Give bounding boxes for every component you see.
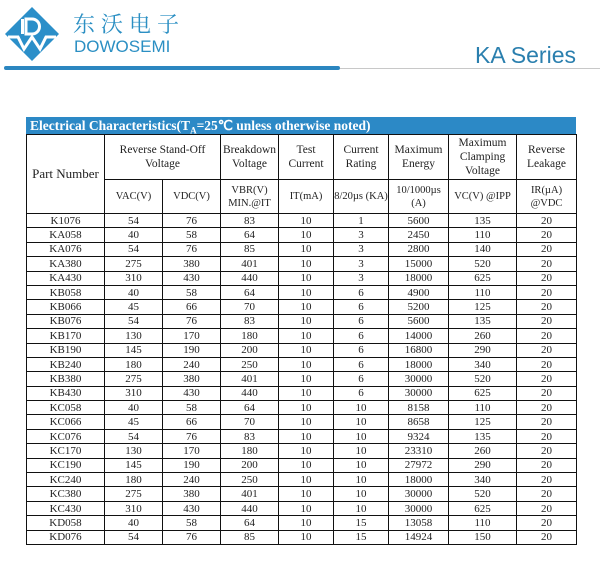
cell-part-number: KA380 [27,257,105,271]
table-row [27,357,577,371]
cell-vbr: 440 [221,271,279,285]
cell-it: 10 [279,300,334,314]
cell-vac: 145 [105,343,163,357]
cell-ir: 20 [517,444,577,458]
cell-rating: 6 [334,300,389,314]
cell-vc: 340 [449,357,517,371]
cell-vac: 145 [105,458,163,472]
header-maximum-energy: Maximum Energy [389,135,449,180]
table-row [27,314,577,328]
table-row [27,473,577,487]
table-row [27,458,577,472]
cell-vbr: 401 [221,372,279,386]
cell-vbr: 64 [221,285,279,299]
cell-ir: 20 [517,228,577,242]
spec-table [26,134,577,545]
cell-vac: 40 [105,285,163,299]
cell-it: 10 [279,386,334,400]
cell-vac: 40 [105,228,163,242]
cell-rating: 3 [334,242,389,256]
cell-part-number: KC170 [27,444,105,458]
cell-vdc: 380 [163,257,221,271]
cell-it: 10 [279,487,334,501]
cell-vc: 110 [449,516,517,530]
cell-vbr: 64 [221,516,279,530]
cell-vac: 45 [105,300,163,314]
cell-vc: 150 [449,530,517,544]
cell-vc: 520 [449,487,517,501]
cell-ir: 20 [517,415,577,429]
cell-vbr: 180 [221,329,279,343]
cell-ir: 20 [517,487,577,501]
cell-vdc: 430 [163,386,221,400]
cell-vac: 180 [105,473,163,487]
cell-energy: 18000 [389,357,449,371]
cell-part-number: KB430 [27,386,105,400]
header-reverse-leakage: Reverse Leakage [517,135,577,180]
table-row [27,285,577,299]
subheader-vdc: VDC(V) [163,180,221,214]
cell-it: 10 [279,372,334,386]
cell-vbr: 83 [221,429,279,443]
cell-energy: 5600 [389,214,449,228]
cell-vac: 130 [105,444,163,458]
cell-vc: 290 [449,343,517,357]
header-current-rating: Current Rating [334,135,389,180]
cell-energy: 30000 [389,386,449,400]
cell-vc: 135 [449,314,517,328]
cell-it: 10 [279,429,334,443]
cell-vac: 40 [105,401,163,415]
cell-vac: 310 [105,501,163,515]
table-body [27,214,577,545]
cell-rating: 3 [334,228,389,242]
cell-rating: 10 [334,487,389,501]
cell-vbr: 83 [221,214,279,228]
cell-vdc: 430 [163,271,221,285]
cell-it: 10 [279,458,334,472]
subheader-vc: VC(V) @IPP [449,180,517,214]
subheader-energy: 10/1000µs (A) [389,180,449,214]
cell-ir: 20 [517,386,577,400]
cell-part-number: KC240 [27,473,105,487]
cell-vdc: 380 [163,487,221,501]
cell-vdc: 240 [163,357,221,371]
brand-name-chinese: 东沃电子 [73,13,186,38]
table-row [27,415,577,429]
cell-part-number: KB240 [27,357,105,371]
cell-vac: 40 [105,516,163,530]
table-row [27,516,577,530]
cell-part-number: KC076 [27,429,105,443]
cell-vc: 340 [449,473,517,487]
cell-it: 10 [279,415,334,429]
cell-part-number: KC380 [27,487,105,501]
cell-energy: 16800 [389,343,449,357]
cell-ir: 20 [517,372,577,386]
cell-it: 10 [279,401,334,415]
cell-rating: 15 [334,516,389,530]
cell-vbr: 70 [221,300,279,314]
cell-part-number: KC430 [27,501,105,515]
cell-part-number: KC190 [27,458,105,472]
cell-it: 10 [279,214,334,228]
cell-vbr: 440 [221,386,279,400]
cell-ir: 20 [517,300,577,314]
table-row [27,242,577,256]
table-row [27,429,577,443]
cell-rating: 10 [334,401,389,415]
cell-vdc: 76 [163,242,221,256]
cell-it: 10 [279,473,334,487]
cell-vdc: 58 [163,228,221,242]
table-row [27,372,577,386]
cell-vdc: 170 [163,444,221,458]
header-reverse-standoff-voltage: Reverse Stand-Off Voltage [105,135,221,180]
cell-part-number: KA076 [27,242,105,256]
cell-ir: 20 [517,458,577,472]
cell-vbr: 200 [221,458,279,472]
cell-vdc: 76 [163,314,221,328]
header-maximum-clamping-voltage: Maximum Clamping Voltage [449,135,517,180]
cell-rating: 6 [334,343,389,357]
cell-part-number: KB076 [27,314,105,328]
cell-energy: 14924 [389,530,449,544]
header-part-number: Part Number [27,135,105,214]
cell-ir: 20 [517,501,577,515]
cell-rating: 1 [334,214,389,228]
cell-ir: 20 [517,516,577,530]
cell-vdc: 240 [163,473,221,487]
cell-energy: 2800 [389,242,449,256]
cell-vbr: 401 [221,257,279,271]
cell-vc: 135 [449,214,517,228]
cell-vdc: 66 [163,300,221,314]
cell-part-number: KB066 [27,300,105,314]
cell-energy: 13058 [389,516,449,530]
subheader-ir: IR(µA) @VDC [517,180,577,214]
table-row [27,401,577,415]
table-row [27,257,577,271]
header-breakdown-voltage: Breakdown Voltage [221,135,279,180]
cell-vbr: 250 [221,473,279,487]
cell-vac: 54 [105,530,163,544]
cell-ir: 20 [517,271,577,285]
cell-it: 10 [279,343,334,357]
cell-vbr: 401 [221,487,279,501]
cell-it: 10 [279,516,334,530]
subheader-rating: 8/20µs (KA) [334,180,389,214]
cell-ir: 20 [517,473,577,487]
cell-energy: 14000 [389,329,449,343]
cell-vc: 110 [449,228,517,242]
cell-vc: 110 [449,401,517,415]
cell-it: 10 [279,444,334,458]
table-caption: Electrical $Characteristics(T_A=25℃$ unless otherwise noted) [26,117,576,134]
cell-rating: 10 [334,429,389,443]
cell-vac: 54 [105,242,163,256]
cell-ir: 20 [517,329,577,343]
cell-vdc: 76 [163,429,221,443]
cell-energy: 23310 [389,444,449,458]
cell-rating: 6 [334,314,389,328]
cell-ir: 20 [517,214,577,228]
table-row [27,501,577,515]
table-row [27,487,577,501]
cell-vac: 130 [105,329,163,343]
table-row [27,329,577,343]
cell-vbr: 440 [221,501,279,515]
cell-part-number: KC066 [27,415,105,429]
cell-part-number: KC058 [27,401,105,415]
cell-energy: 30000 [389,487,449,501]
cell-vc: 290 [449,458,517,472]
cell-vc: 520 [449,372,517,386]
cell-vdc: 170 [163,329,221,343]
header-divider [340,68,600,69]
cell-vac: 275 [105,487,163,501]
cell-vc: 520 [449,257,517,271]
table-row [27,300,577,314]
cell-vc: 625 [449,271,517,285]
cell-vc: 125 [449,415,517,429]
cell-vc: 625 [449,501,517,515]
electrical-characteristics-table [26,117,576,545]
cell-vac: 310 [105,386,163,400]
table-row [27,343,577,357]
cell-part-number: KA058 [27,228,105,242]
cell-vc: 125 [449,300,517,314]
cell-ir: 20 [517,343,577,357]
cell-ir: 20 [517,401,577,415]
cell-energy: 4900 [389,285,449,299]
cell-ir: 20 [517,314,577,328]
cell-rating: 10 [334,444,389,458]
cell-vdc: 430 [163,501,221,515]
table-row [27,444,577,458]
cell-rating: 3 [334,257,389,271]
cell-energy: 8158 [389,401,449,415]
cell-vac: 54 [105,214,163,228]
cell-vac: 310 [105,271,163,285]
brand-name-english: DOWOSEMI [74,37,171,56]
cell-it: 10 [279,228,334,242]
cell-vbr: 200 [221,343,279,357]
cell-vc: 625 [449,386,517,400]
cell-vc: 110 [449,285,517,299]
cell-vbr: 64 [221,228,279,242]
cell-part-number: KB190 [27,343,105,357]
document-header [0,0,600,75]
cell-vc: 260 [449,444,517,458]
cell-energy: 18000 [389,271,449,285]
cell-energy: 27972 [389,458,449,472]
cell-it: 10 [279,257,334,271]
cell-it: 10 [279,271,334,285]
cell-vdc: 380 [163,372,221,386]
cell-ir: 20 [517,242,577,256]
table-row [27,386,577,400]
cell-rating: 10 [334,501,389,515]
cell-part-number: K1076 [27,214,105,228]
cell-rating: 6 [334,386,389,400]
cell-vac: 54 [105,314,163,328]
cell-vc: 135 [449,429,517,443]
cell-vbr: 83 [221,314,279,328]
cell-vbr: 70 [221,415,279,429]
subheader-vac: VAC(V) [105,180,163,214]
cell-rating: 10 [334,415,389,429]
header-divider-accent [4,66,340,70]
cell-energy: 18000 [389,473,449,487]
cell-vdc: 190 [163,458,221,472]
cell-part-number: KB058 [27,285,105,299]
cell-vac: 275 [105,257,163,271]
cell-rating: 3 [334,271,389,285]
cell-part-number: KB170 [27,329,105,343]
cell-it: 10 [279,530,334,544]
header-test-current: Test Current [279,135,334,180]
cell-vdc: 58 [163,285,221,299]
cell-vdc: 76 [163,530,221,544]
cell-it: 10 [279,501,334,515]
cell-it: 10 [279,314,334,328]
cell-vbr: 250 [221,357,279,371]
cell-rating: 6 [334,357,389,371]
cell-rating: 10 [334,458,389,472]
cell-energy: 30000 [389,501,449,515]
cell-part-number: KD058 [27,516,105,530]
cell-vbr: 180 [221,444,279,458]
cell-vdc: 66 [163,415,221,429]
cell-rating: 6 [334,285,389,299]
series-title: KA Series [475,42,576,68]
cell-rating: 6 [334,329,389,343]
cell-energy: 8658 [389,415,449,429]
cell-vdc: 76 [163,214,221,228]
cell-part-number: KB380 [27,372,105,386]
cell-vdc: 190 [163,343,221,357]
cell-vac: 45 [105,415,163,429]
subheader-vbr: VBR(V) MIN.@IT [221,180,279,214]
cell-it: 10 [279,242,334,256]
cell-vdc: 58 [163,516,221,530]
cell-ir: 20 [517,257,577,271]
cell-vbr: 64 [221,401,279,415]
cell-part-number: KA430 [27,271,105,285]
cell-vdc: 58 [163,401,221,415]
cell-rating: 15 [334,530,389,544]
table-row [27,530,577,544]
table-row [27,214,577,228]
cell-part-number: KD076 [27,530,105,544]
dowosemi-logo-icon [4,6,60,62]
cell-energy: 5600 [389,314,449,328]
cell-it: 10 [279,357,334,371]
cell-it: 10 [279,285,334,299]
cell-ir: 20 [517,357,577,371]
cell-energy: 5200 [389,300,449,314]
cell-vac: 54 [105,429,163,443]
cell-vc: 260 [449,329,517,343]
cell-ir: 20 [517,530,577,544]
subheader-it: IT(mA) [279,180,334,214]
cell-energy: 30000 [389,372,449,386]
table-row [27,228,577,242]
cell-ir: 20 [517,285,577,299]
cell-vbr: 85 [221,242,279,256]
cell-vbr: 85 [221,530,279,544]
table-row [27,271,577,285]
cell-energy: 2450 [389,228,449,242]
cell-vac: 180 [105,357,163,371]
cell-vc: 140 [449,242,517,256]
cell-energy: 9324 [389,429,449,443]
cell-energy: 15000 [389,257,449,271]
cell-rating: 6 [334,372,389,386]
cell-ir: 20 [517,429,577,443]
cell-vac: 275 [105,372,163,386]
cell-rating: 10 [334,473,389,487]
cell-it: 10 [279,329,334,343]
